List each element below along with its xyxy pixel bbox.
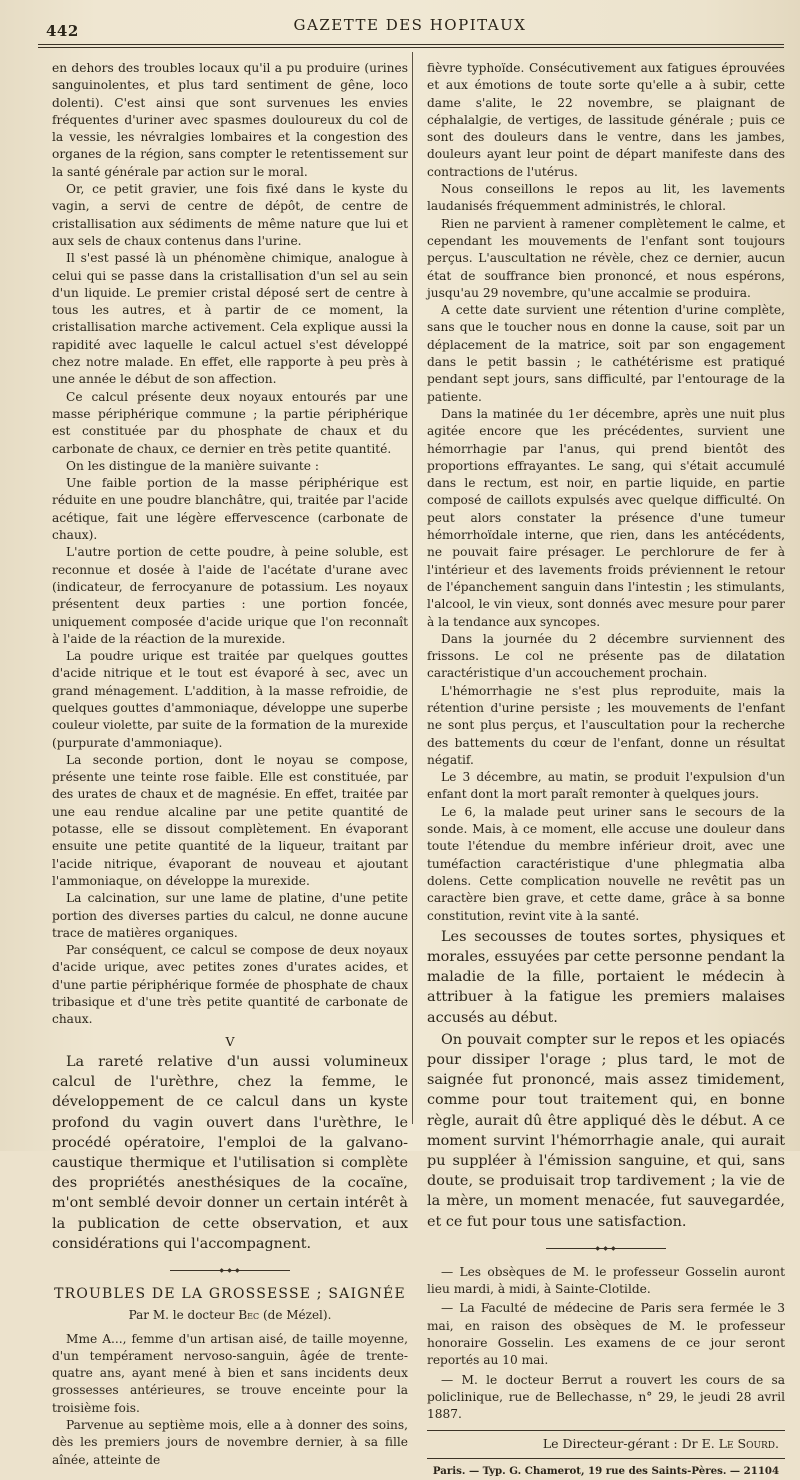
column-divider	[412, 52, 413, 1124]
page-number: 442	[46, 22, 79, 40]
paragraph: Dans la matinée du 1er décembre, après une nuit plus agitée encore que les précédentes, survient une hémorrhagie par l'anus, qui prend bientôt des proportions effrayantes. Le sang, qui s'était accumulé dans le rectum, est noir, en partie liquide, en partie composé de caillots expulsés avec quelque difficulté. On peut alors constater la présence d'une tumeur hémorrhoïdale interne, que rien, dans les antécédents, ne pouvait faire présager. Le perchlorure de fer à l'intérieur et des lavements froids préviennent le retour de l'épanchement sanguin dans l'intestin ; les stimulants, l'alcool, le vin vieux, sont donnés avec mesure pour parer à la tendance aux syncopes.	[427, 406, 785, 629]
conclusion-paragraph: La rareté relative d'un aussi volumineux calcul de l'urèthre, chez la femme, le développement de ce calcul dans un kyste profond du vagin ouvert dans l'urèthre, le procédé opératoire, l'emploi de la galvano-caustique thermique et l'utilisation si complète des propriétés anesthésiques de la cocaïne, m'ont semblé devoir donner un certain intérêt à la publication de cette observation, et aux considérations qui l'accompagnent.	[52, 1053, 408, 1252]
paragraph: La calcination, sur une lame de platine, d'une petite portion des diverses parties du calcul, ne donne aucune trace de matières organiques.	[52, 891, 408, 940]
byline-suffix: (de Mézel).	[259, 1308, 332, 1323]
footer-rule	[427, 1430, 785, 1431]
paragraph: La poudre urique est traitée par quelques gouttes d'acide nitrique et le tout est évaporé à sec, avec un grand ménagement. L'addition, à la masse refroidie, de quelques gouttes d'ammoniaque, développe une superbe couleur violette, par suite de la formation de la murexide (purpurate d'ammoniaque).	[52, 649, 408, 750]
ornament-divider	[546, 1246, 666, 1252]
paragraph: Une faible portion de la masse périphérique est réduite en une poudre blanchâtre, qui, traitée par l'acide acétique, fait une légère effervescence (carbonate de chaux).	[52, 476, 408, 543]
paragraph: Parvenue au septième mois, elle a à donner des soins, dès les premiers jours de novembre dernier, à sa fille aînée, atteinte de	[52, 1418, 408, 1467]
journal-title: GAZETTE DES HOPITAUX	[293, 16, 527, 34]
paragraph: La seconde portion, dont le noyau se compose, présente une teinte rose faible. Elle est constituée, par des urates de chaux et de magnésie. En effet, traitée par une eau rendue alcaline par une petite quantité de potasse, elle se dissout complètement. En évaporant ensuite une petite quantité de la liqueur, traitant par l'acide nitrique, évaporant de nouveau et ajoutant l'ammoniaque, on développe la murexide.	[52, 752, 408, 888]
paragraph: Par conséquent, ce calcul se compose de deux noyaux d'acide urique, avec petites zones d'urates acides, et d'une partie périphérique formée de phosphate de chaux tribasique et d'une très petite quantité de carbonate de chaux.	[52, 943, 408, 1027]
paragraph: A cette date survient une rétention d'urine complète, sans que le toucher nous en donne la cause, soit par un déplacement de la matrice, soit par son engagement dans le petit bassin ; le cathétérisme est pratiqué pendant sept jours, sans difficulté, par l'entourage de la patiente.	[427, 303, 785, 404]
news-item: — Les obsèques de M. le professeur Gosselin auront lieu mardi, à midi, à Sainte-Clotilde.	[427, 1264, 785, 1297]
paragraph: Rien ne parvient à ramener complètement le calme, et cependant les mouvements de l'enfant sont toujours perçus. L'auscultation ne révèle, chez ce dernier, aucun état de souffrance bien prononcé, et nous espérons, jusqu'au 29 novembre, qu'une accalmie se produira.	[427, 216, 785, 300]
paragraph: Or, ce petit gravier, une fois fixé dans le kyste du vagin, a servi de centre de dépôt, de centre de cristallisation aux sédiments de même nature que lui et aux sels de chaux contenus dans l'urine.	[52, 182, 408, 248]
left-column	[52, 60, 408, 1469]
article-title: TROUBLES DE LA GROSSESSE ; SAIGNÉE	[54, 1285, 406, 1302]
news-item: — La Faculté de médecine de Paris sera fermée le 3 mai, en raison des obsèques de M. le professeur honoraire Gosselin. Les examens de ce jour seront reportés au 10 mai.	[427, 1301, 785, 1368]
paragraph: L'hémorrhagie ne s'est plus reproduite, mais la rétention d'urine persiste ; les mouvements de l'enfant ne sont plus perçus, et l'auscultation pour la recherche des battements du cœur de l'enfant, donne un résultat négatif.	[427, 683, 785, 767]
ornament-divider	[170, 1268, 290, 1274]
right-column	[427, 60, 785, 1480]
large-paragraph: Les secousses de toutes sortes, physiques et morales, essuyées par cette personne pendant la maladie de la fille, portaient le médecin à attribuer à la fatigue les premiers malaises accusés au début.	[427, 928, 785, 1026]
byline-prefix: Par M. le docteur	[128, 1308, 239, 1323]
paragraph: On les distingue de la manière suivante :	[66, 458, 320, 473]
paragraph: Le 6, la malade peut uriner sans le secours de la sonde. Mais, à ce moment, elle accuse une douleur dans toute l'étendue du membre inférieur droit, avec une tuméfaction caractéristique d'une phlegmatia alba dolens. Cette complication nouvelle ne revêtit pas un caractère bien grave, et cette dame, grâce à sa bonne constitution, revint vite à la santé.	[427, 804, 785, 923]
paragraph: Le 3 décembre, au matin, se produit l'expulsion d'un enfant dont la mort paraît remonter à quelques jours.	[427, 770, 785, 802]
page-header	[40, 14, 780, 40]
header-rule	[38, 44, 784, 45]
section-number: V	[225, 1033, 235, 1049]
paragraph: fièvre typhoïde. Consécutivement aux fatigues éprouvées et aux émotions de toute sorte qu'elle a à subir, cette dame s'alite, le 22 novembre, se plaignant de céphalalgie, de vertiges, de lassitude générale ; puis ce sont des douleurs dans le ventre, dans les jambes, douleurs ayant leur point de départ manifeste dans des contractions de l'utérus.	[427, 61, 785, 179]
header-rule-double	[38, 47, 784, 48]
news-items	[427, 1264, 785, 1424]
large-paragraph: On pouvait compter sur le repos et les opiacés pour dissiper l'orage ; plus tard, le mot de saignée fut prononcé, mais assez timidement, comme pour tout traitement qui, en bonne règle, aurait dû être appliqué dès le début. A ce moment survint l'hémorrhagie anale, qui aurait pu suppléer à l'émission sanguine, et qui, sans doute, se produisait trop tardivement ; la vie de la mère, un moment menacée, fut sauvegardée, et ce fut pour tous une satisfaction.	[427, 1031, 785, 1230]
article-byline	[52, 1307, 408, 1324]
news-item: — M. le docteur Berrut a rouvert les cours de sa policlinique, rue de Bellechasse, n° 29, le jeudi 28 avril 1887.	[427, 1372, 785, 1422]
director-prefix: Le Directeur-gérant : Dr E.	[542, 1435, 719, 1451]
director-name: Le Sourd.	[718, 1435, 779, 1451]
paragraph: en dehors des troubles locaux qu'il a pu produire (urines sanguinolentes, et plus tard sentiment de gêne, loco dolenti). C'est ainsi que sont survenues les envies fréquentes d'uriner avec spasmes douloureux du col de la vessie, les névralgies lombaires et la congestion des organes de la région, sans compter le retentissement sur la santé générale par action sur le moral.	[52, 61, 408, 179]
printer-line: Paris. — Typ. G. Chamerot, 19 rue des Saints-Pères. — 21104	[432, 1464, 780, 1477]
paragraph: Mme A..., femme d'un artisan aisé, de taille moyenne, d'un tempérament nervoso-sanguin, âgée de trente-quatre ans, ayant mené à bien et sans incidents deux grossesses antérieures, se trouve enceinte pour la troisième fois.	[52, 1331, 408, 1415]
paragraph: Ce calcul présente deux noyaux entourés par une masse périphérique commune ; la partie périphérique est constituée par du phosphate de chaux et du carbonate de chaux, ce dernier en très petite quantité.	[52, 389, 408, 456]
footer-rule	[427, 1458, 785, 1459]
paragraph: L'autre portion de cette poudre, à peine soluble, est reconnue et dosée à l'aide de l'acétate d'urane avec (indicateur, de ferrocyanure de potassium. Les noyaux présentent deux parties : une portion foncée, uniquement composée d'acide urique que l'on reconnaît à l'aide de la réaction de la murexide.	[52, 545, 408, 646]
paragraph: Dans la journée du 2 décembre surviennent des frissons. Le col ne présente pas de dilatation caractéristique d'un accouchement prochain.	[427, 631, 785, 681]
paragraph: Il s'est passé là un phénomène chimique, analogue à celui qui se passe dans la cristallisation d'un sel au sein d'un liquide. Le premier cristal déposé sert de centre à tous les autres, et à partir de ce moment, la cristallisation marche activement. Cela explique aussi la rapidité avec laquelle le calcul actuel s'est développé chez notre malade. En effet, elle rapporte à peu près à une année le début de son affection.	[52, 251, 408, 387]
author-name: Bec	[238, 1308, 260, 1323]
director-line	[427, 1435, 779, 1452]
paragraph: Nous conseillons le repos au lit, les lavements laudanisés fréquemment administrés, le chloral.	[427, 182, 785, 214]
